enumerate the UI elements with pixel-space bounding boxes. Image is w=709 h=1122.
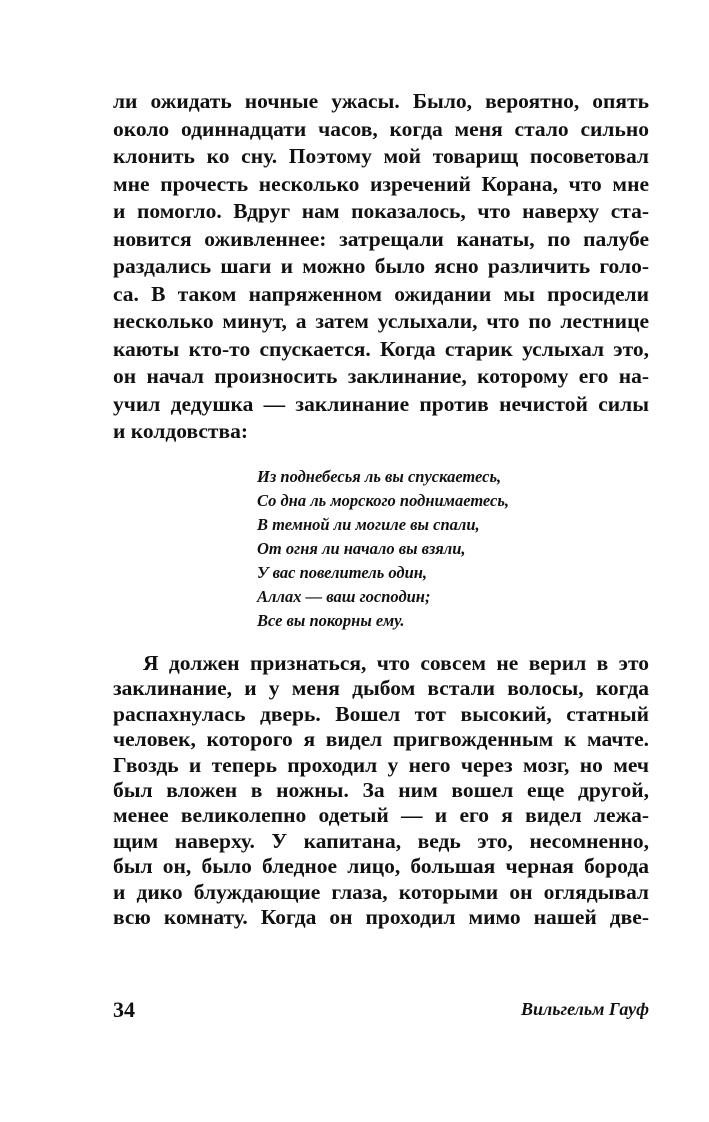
text-line: распахнулась дверь. Вошел тот высокий, статный [113, 701, 649, 726]
text-line: ли ожидать ночные ужасы. Было, вероятно, опять [113, 89, 649, 113]
text-line: Я должен признаться, что совсем не верил в это [143, 651, 649, 675]
verse-line: Со дна ль морского поднимаетесь, [257, 491, 510, 510]
text-line: был он, было бледное лицо, большая черная борода [113, 854, 649, 879]
verse-line: В темной ли могиле вы спали, [257, 515, 480, 534]
text-line: менее великолепно одетый — и его я видел лежа- [113, 803, 649, 828]
running-footer-author: Вильгельм Гауф [520, 999, 649, 1019]
text-line: заклинание, и у меня дыбом встали волосы, когда [113, 676, 649, 701]
verse-line: У вас повелитель один, [257, 563, 428, 582]
page-number: 34 [113, 997, 135, 1022]
text-line: клонить ко сну. Поэтому мой товарищ посоветовал [113, 144, 649, 168]
verse-line: Аллах — ваш господин; [257, 587, 431, 606]
text-line: новится оживленнее: затрещали канаты, по палубе [113, 226, 649, 251]
text-line: был вложен в ножны. За ним вошел еще другой, [113, 777, 649, 802]
verse-line: Все вы покорны ему. [257, 611, 405, 630]
paragraph-1 [113, 88, 649, 446]
text-line: всю комнату. Когда он проходил мимо нашей две- [113, 904, 649, 929]
verse-line: Из поднебесья ль вы спускаетесь, [257, 467, 502, 486]
text-line: он начал произносить заклинание, которому его на- [113, 364, 649, 388]
text-line: учил дедушка — заклинание против нечистой силы [113, 391, 649, 416]
text-line: около одиннадцати часов, когда меня стало сильно [113, 116, 649, 141]
text-line: человек, которого я видел пригвожденным к мачте. [113, 727, 649, 752]
text-line: са. В таком напряженном ожидании мы просидели [113, 281, 649, 306]
verse-incantation [257, 465, 509, 633]
text-line: и колдовства: [113, 419, 248, 443]
paragraph-2 [113, 651, 649, 930]
text-line: мне прочесть несколько изречений Корана, что мне [113, 171, 649, 196]
text-line: каюты кто-то спускается. Когда старик услыхал это, [113, 336, 649, 361]
verse-line: От огня ли начало вы взяли, [257, 539, 466, 558]
text-line: щим наверху. У капитана, ведь это, несомненно, [113, 828, 649, 853]
text-line: Гвоздь и теперь проходил у него через мозг, но меч [113, 752, 649, 777]
text-line: и дико блуждающие глаза, которыми он оглядывал [113, 879, 649, 904]
text-line: несколько минут, а затем услыхали, что по лестнице [113, 309, 649, 333]
text-line: и помогло. Вдруг нам показалось, что наверху ста- [113, 199, 649, 223]
text-line: раздались шаги и можно было ясно различить голо- [113, 254, 649, 278]
